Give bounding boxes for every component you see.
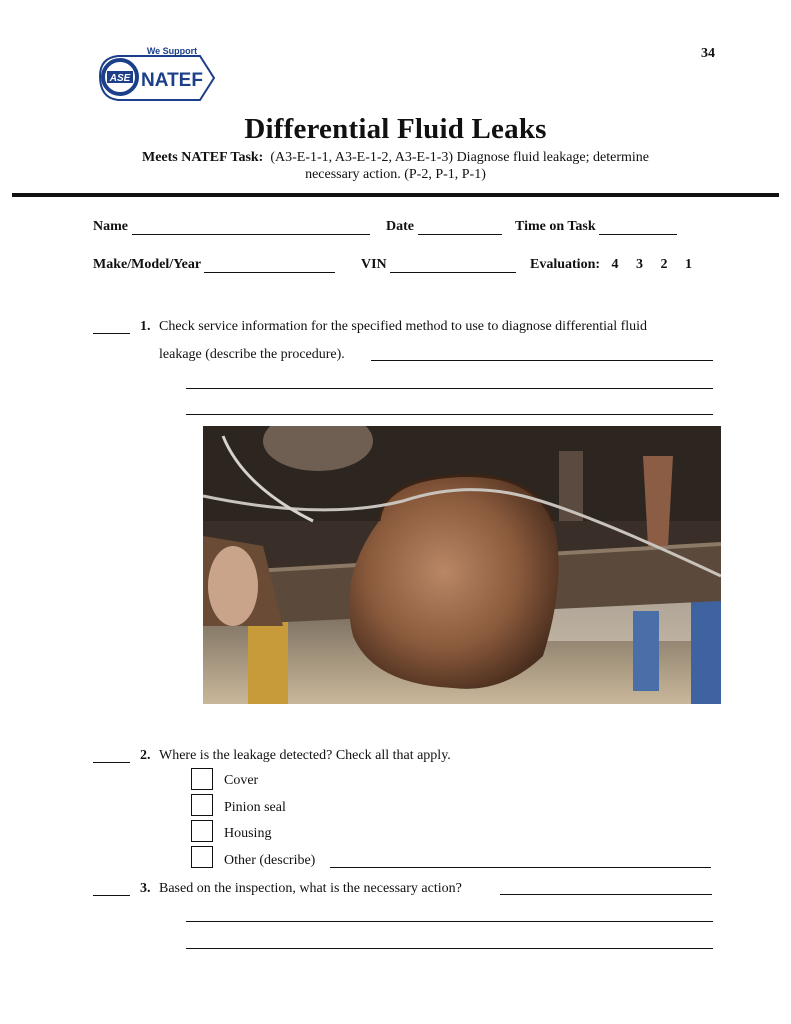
pinion-seal-checkbox[interactable] xyxy=(191,794,213,816)
natef-task xyxy=(0,149,791,183)
pinion-seal-label: Pinion seal xyxy=(224,800,286,815)
q3-number: 3. xyxy=(140,881,151,896)
time-on-task-blank[interactable] xyxy=(599,220,677,235)
date-field[interactable] xyxy=(386,219,502,235)
q2-number: 2. xyxy=(140,748,151,763)
vin-blank[interactable] xyxy=(390,258,516,273)
housing-label: Housing xyxy=(224,826,272,841)
ase-badge-text: ASE xyxy=(109,73,131,84)
natef-brand-text: NATEF xyxy=(141,70,203,91)
q3-answer-line-2[interactable] xyxy=(186,921,713,922)
other-label: Other (describe) xyxy=(224,853,316,868)
name-blank[interactable] xyxy=(132,220,370,235)
vin-field[interactable] xyxy=(361,257,516,273)
worksheet-title: Differential Fluid Leaks xyxy=(244,113,547,145)
q1-text-line1: Check service information for the specified method to use to diagnose differential fluid xyxy=(159,319,648,334)
differential-photo xyxy=(203,426,721,704)
q1-answer-line-1[interactable] xyxy=(371,360,713,361)
time-on-task-field[interactable] xyxy=(515,219,677,235)
cover-checkbox[interactable] xyxy=(191,768,213,790)
q1-answer-line-2[interactable] xyxy=(186,388,713,389)
task-text-line2: necessary action. (P-2, P-1, P-1) xyxy=(305,167,486,182)
housing-checkbox[interactable] xyxy=(191,820,213,842)
name-field[interactable] xyxy=(93,219,370,235)
q1-number: 1. xyxy=(140,319,151,334)
q1-text-line2: leakage (describe the procedure). xyxy=(159,347,345,362)
q3-check-blank[interactable] xyxy=(93,895,130,896)
natef-logo xyxy=(96,46,218,108)
q3-answer-line-1[interactable] xyxy=(500,894,712,895)
q3-text: Based on the inspection, what is the necessary action? xyxy=(159,881,462,896)
q1-check-blank[interactable] xyxy=(93,333,130,334)
header-divider xyxy=(12,193,779,197)
page-number: 34 xyxy=(701,46,715,61)
evaluation-score-4[interactable]: 4 xyxy=(611,257,619,272)
evaluation-score-3[interactable]: 3 xyxy=(636,257,644,272)
make-model-year-field[interactable] xyxy=(93,257,335,273)
evaluation-field xyxy=(530,257,692,273)
date-blank[interactable] xyxy=(418,220,502,235)
date-label: Date xyxy=(386,219,414,234)
cover-label: Cover xyxy=(224,773,259,788)
other-checkbox[interactable] xyxy=(191,846,213,868)
q2-text: Where is the leakage detected? Check all that apply. xyxy=(159,748,451,763)
task-label: Meets NATEF Task: xyxy=(142,150,264,165)
evaluation-score-2[interactable]: 2 xyxy=(660,257,668,272)
evaluation-score-1[interactable]: 1 xyxy=(685,257,693,272)
vin-label: VIN xyxy=(361,257,387,272)
name-label: Name xyxy=(93,219,128,234)
logo-tagline: We Support xyxy=(146,46,198,56)
q1-answer-line-3[interactable] xyxy=(186,414,713,415)
other-describe-line[interactable] xyxy=(330,867,711,868)
q2-check-blank[interactable] xyxy=(93,762,130,763)
time-on-task-label: Time on Task xyxy=(515,219,596,234)
task-text-line1: (A3-E-1-1, A3-E-1-2, A3-E-1-3) Diagnose fluid leakage; determine xyxy=(270,150,649,165)
make-model-year-label: Make/Model/Year xyxy=(93,257,201,272)
q3-answer-line-3[interactable] xyxy=(186,948,713,949)
evaluation-label: Evaluation: xyxy=(530,257,601,272)
make-model-year-blank[interactable] xyxy=(204,258,335,273)
